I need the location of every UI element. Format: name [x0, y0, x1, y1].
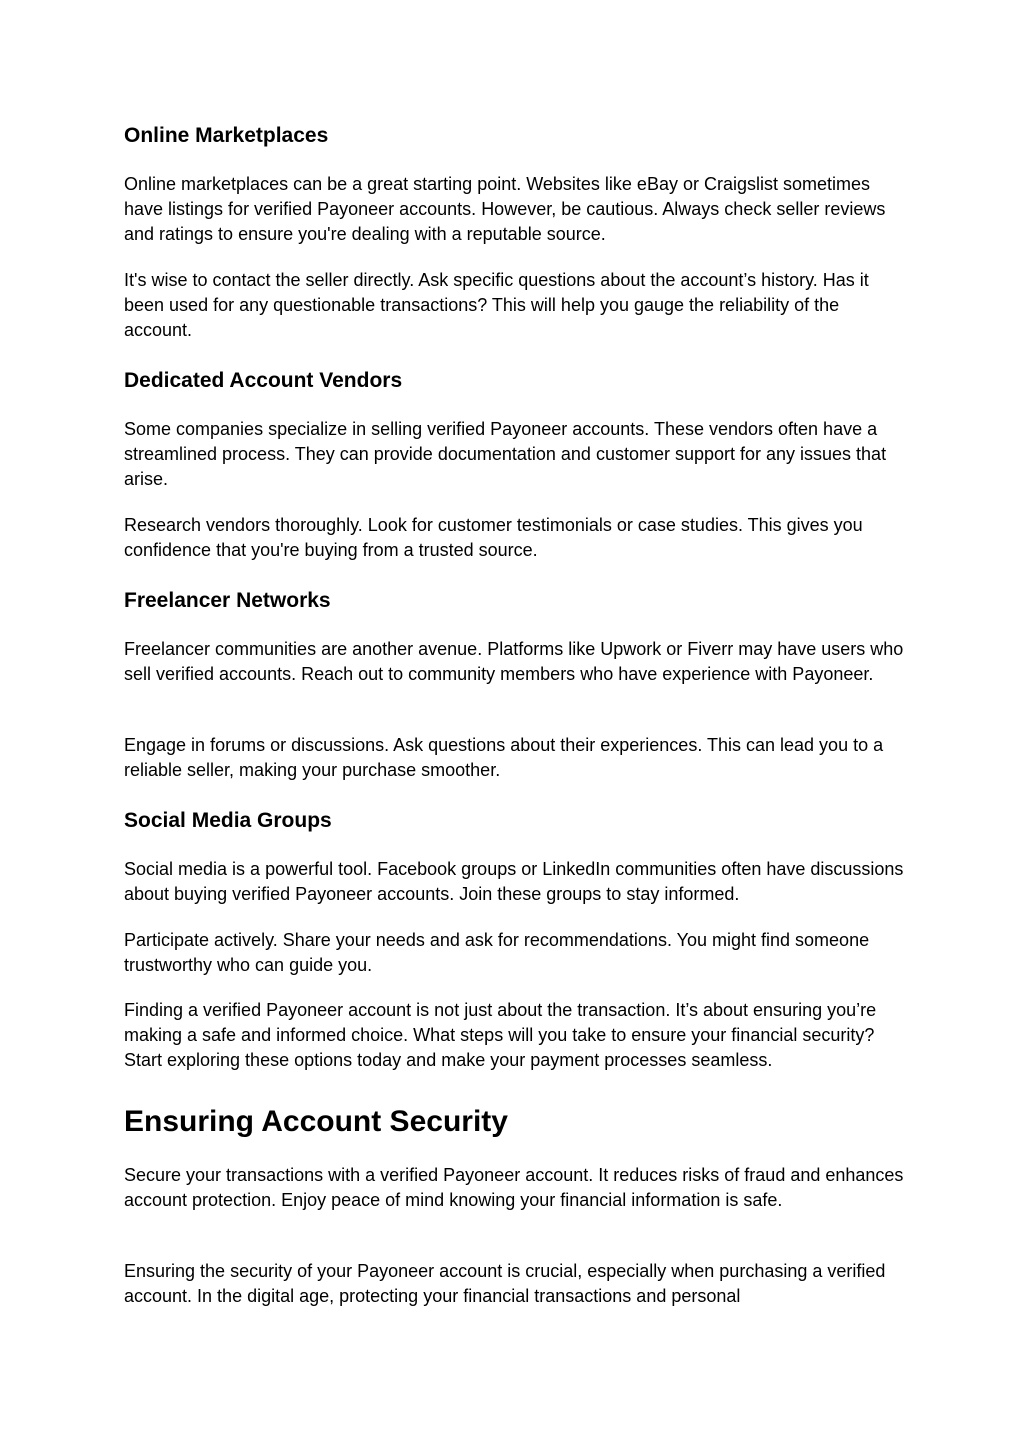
paragraph-text: Some companies specialize in selling verified Payoneer accounts. These vendors often have a streamlined process. They can provide documentation and customer support for any issues that arise.	[124, 419, 887, 489]
paragraph	[124, 417, 904, 492]
paragraph-text: Ensuring the security of your Payoneer account is crucial, especially when purchasing a verified account. In the digital age, protecting your financial transactions and personal	[124, 1261, 886, 1306]
paragraph-text: Freelancer communities are another avenue. Platforms like Upwork or Fiverr may have users who sell verified accounts. Reach out to community members who have experience with Payoneer.	[124, 639, 904, 684]
section-heading: Dedicated Account Vendors	[124, 369, 403, 392]
section-dedicated-account-vendors	[124, 368, 904, 394]
paragraph	[124, 928, 904, 978]
paragraph	[124, 733, 904, 783]
paragraph	[124, 637, 904, 687]
paragraph	[124, 857, 904, 907]
paragraph	[124, 1259, 904, 1309]
paragraph	[124, 513, 904, 563]
section-online-marketplaces	[124, 123, 904, 149]
section-social-media-groups	[124, 808, 904, 834]
paragraph-text: Social media is a powerful tool. Facebook groups or LinkedIn communities often have discussions about buying verified Payoneer accounts. Join these groups to stay informed.	[124, 859, 904, 904]
section-heading: Freelancer Networks	[124, 589, 331, 612]
paragraph-text: Engage in forums or discussions. Ask questions about their experiences. This can lead you to a reliable seller, making your purchase smoother.	[124, 735, 884, 780]
paragraph	[124, 998, 904, 1073]
paragraph-text: Secure your transactions with a verified Payoneer account. It reduces risks of fraud and enhances account protection. Enjoy peace of mind knowing your financial information is safe.	[124, 1165, 904, 1210]
paragraph-text: Online marketplaces can be a great starting point. Websites like eBay or Craigslist sometimes have listings for verified Payoneer accounts. However, be cautious. Always check seller reviews and ratings to ensure you're dealing with a reputable source.	[124, 174, 886, 244]
paragraph	[124, 268, 904, 343]
section-heading: Social Media Groups	[124, 809, 332, 832]
paragraph	[124, 172, 904, 247]
section-heading: Online Marketplaces	[124, 124, 329, 147]
paragraph	[124, 1163, 904, 1213]
paragraph-text: Finding a verified Payoneer account is not just about the transaction. It’s about ensuring you’re making a safe and informed choice. What steps will you take to ensure your financial security? Start exploring these options today and make your payment processes seamless.	[124, 1000, 877, 1070]
paragraph-text: Research vendors thoroughly. Look for customer testimonials or case studies. This gives you confidence that you're buying from a trusted source.	[124, 515, 863, 560]
paragraph-text: Participate actively. Share your needs and ask for recommendations. You might find someone trustworthy who can guide you.	[124, 930, 870, 975]
section-freelancer-networks	[124, 588, 904, 614]
paragraph-text: It's wise to contact the seller directly. Ask specific questions about the account’s history. Has it been used for any questionable transactions? This will help you gauge the reliability of the account.	[124, 270, 869, 340]
chapter-heading: Ensuring Account Security	[124, 1105, 508, 1138]
section-ensuring-account-security	[124, 1103, 904, 1141]
